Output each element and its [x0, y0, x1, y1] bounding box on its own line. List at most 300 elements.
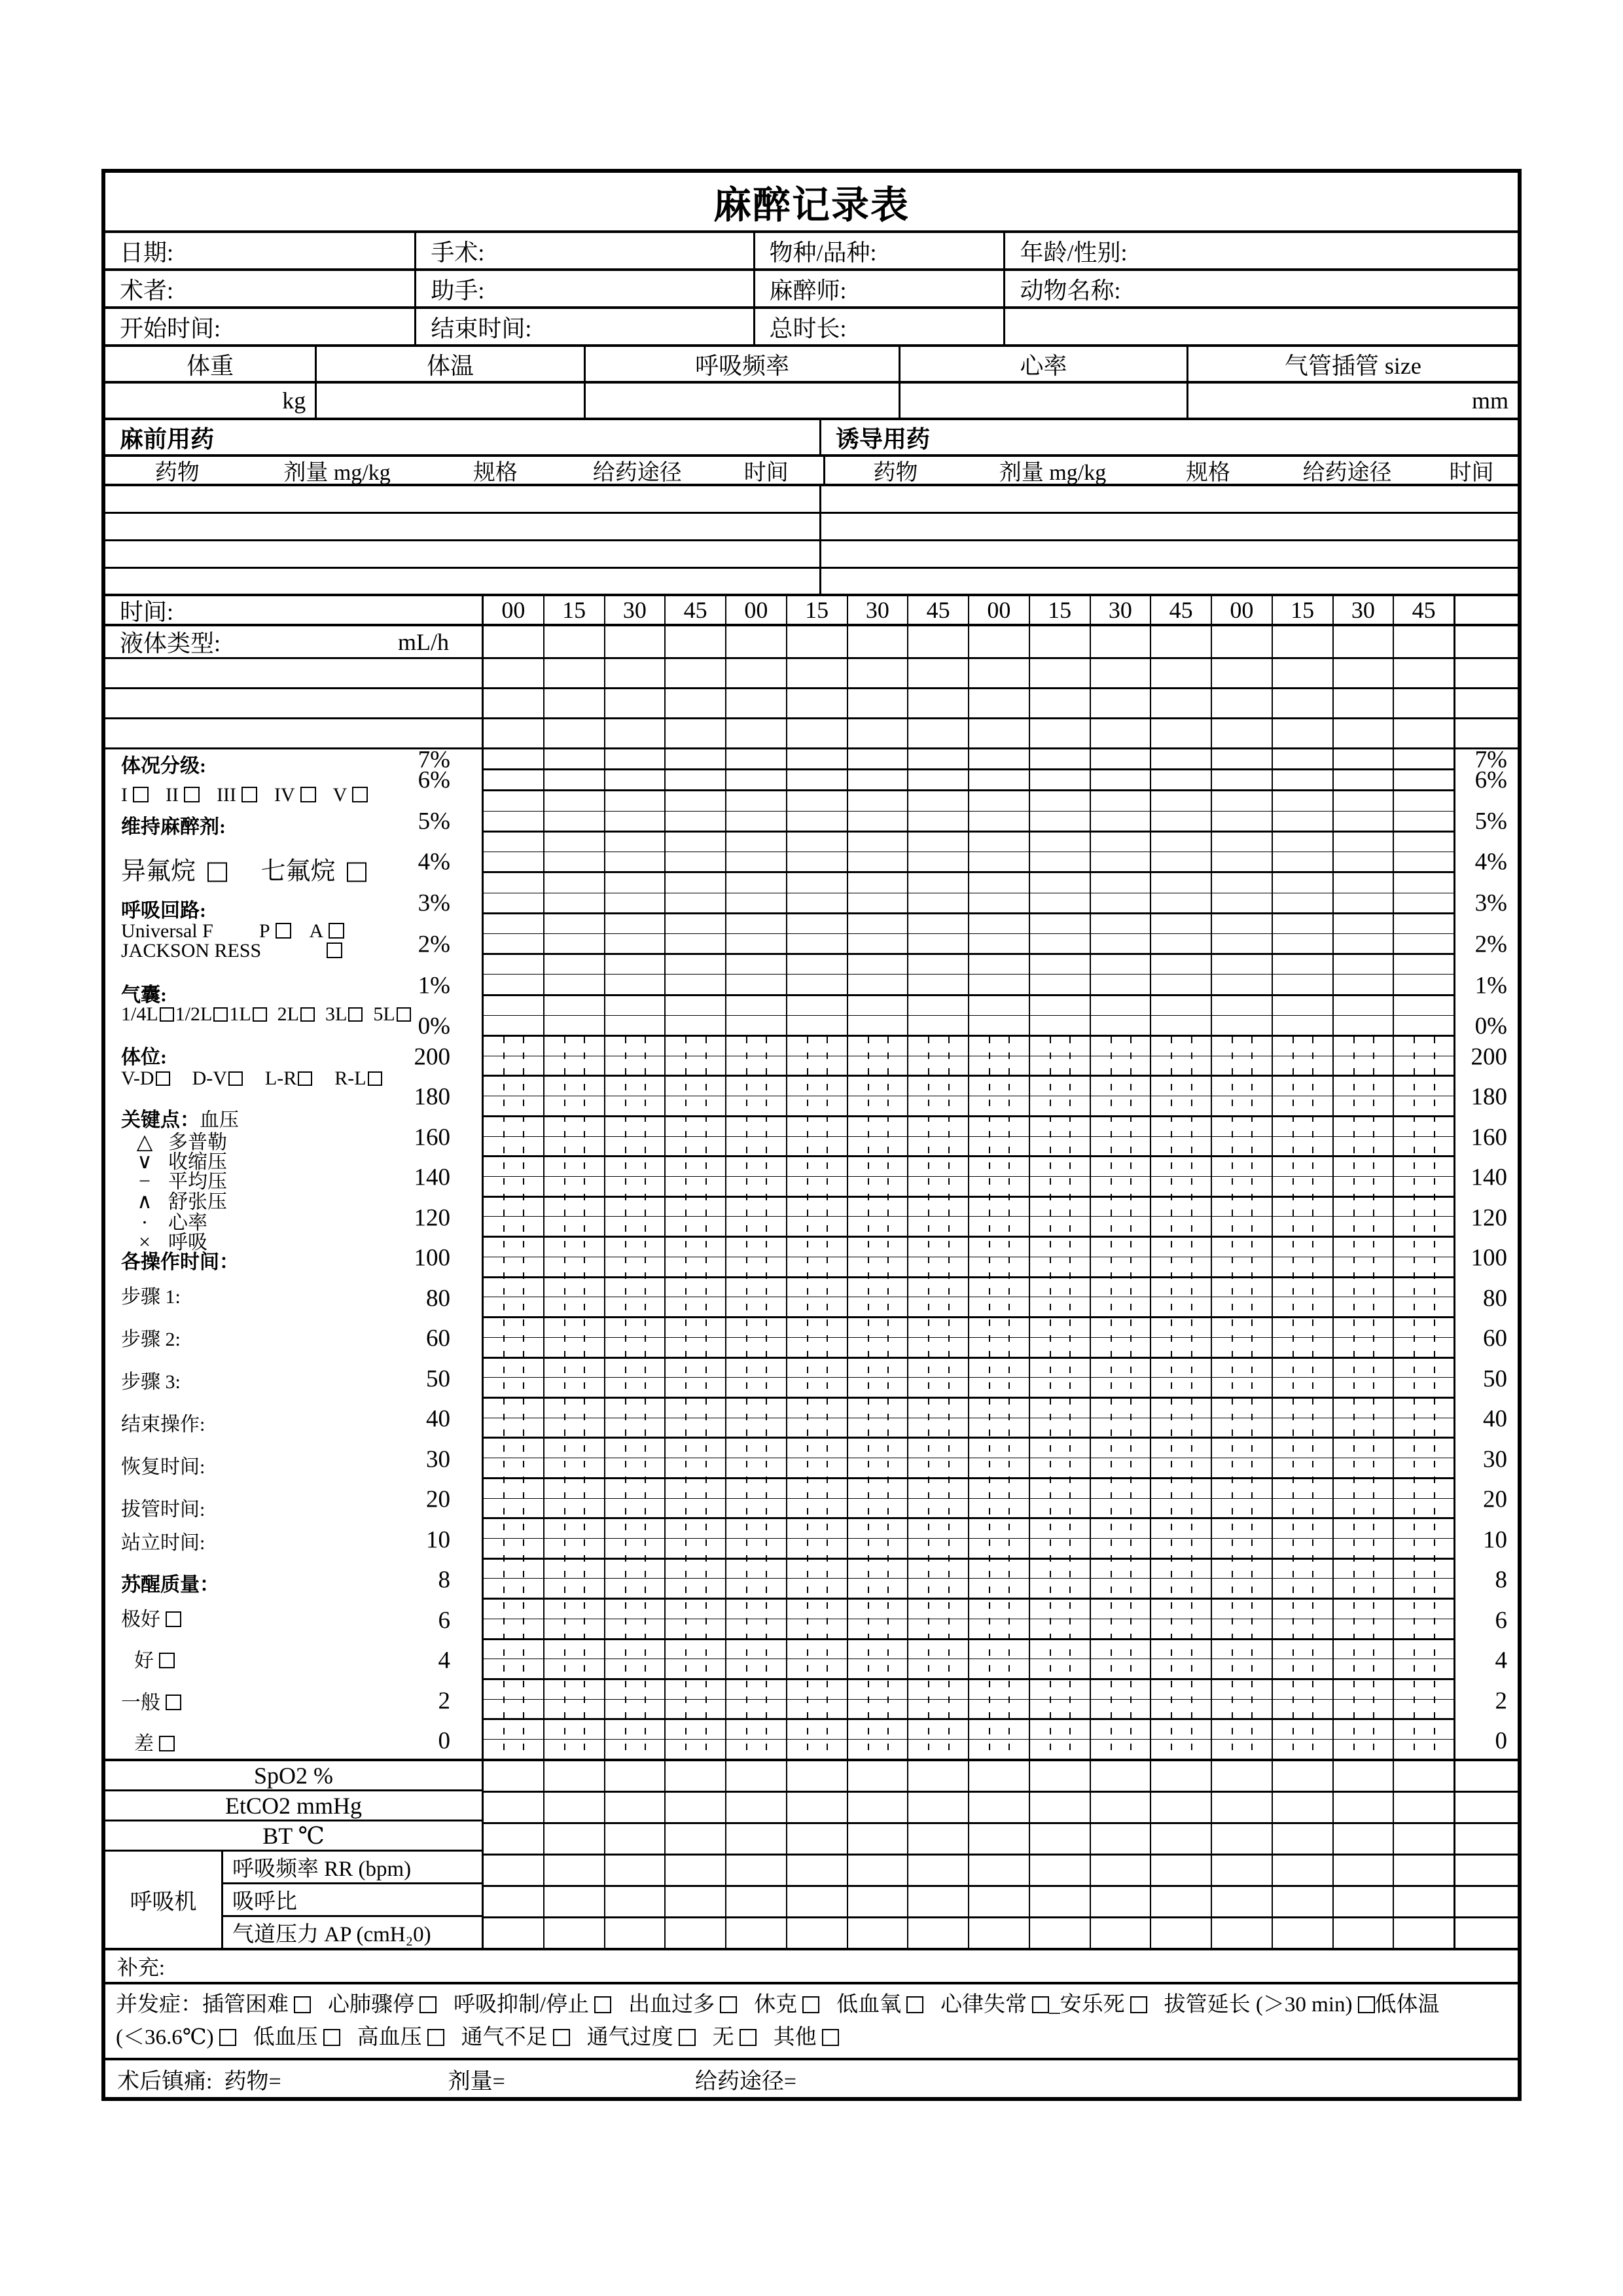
complication-item: 拔管延长 (＞30 min) — [1164, 1993, 1353, 2017]
monitor-right-cell — [1455, 1761, 1518, 1793]
monitor-cell — [1150, 1856, 1211, 1885]
monitor-cell — [543, 1761, 604, 1791]
vital-header-cell: 呼吸频率 — [584, 347, 899, 381]
chart-column — [847, 749, 908, 1759]
fluid-row — [105, 626, 1518, 659]
grid-cell — [604, 659, 665, 687]
monitor-cell — [907, 1761, 968, 1791]
grid-cell — [907, 626, 968, 657]
monitor-right-cell — [1455, 1887, 1518, 1918]
grid-cell — [1393, 719, 1454, 747]
grid-cell — [1090, 719, 1150, 747]
checkbox-icon[interactable] — [213, 1007, 228, 1022]
scale-label-left: 1% — [418, 972, 450, 999]
grid-cell — [1029, 659, 1090, 687]
grid-cell — [484, 626, 543, 657]
dashed-subdivision — [1232, 1037, 1233, 1759]
checkbox-icon[interactable] — [679, 2029, 696, 2046]
monitor-cell — [847, 1761, 908, 1791]
checkbox-icon[interactable] — [329, 923, 344, 939]
time-slot: 30 — [847, 596, 908, 624]
monitor-cell — [1332, 1761, 1393, 1791]
legend-title: 关键点：血压 — [121, 1109, 239, 1131]
time-slots — [484, 596, 1454, 624]
medication-entry-row — [105, 541, 1518, 569]
monitor-grid-row — [484, 1887, 1454, 1918]
blank-label — [105, 719, 484, 747]
monitor-cell — [484, 1918, 543, 1948]
scale-label-right: 160 — [1471, 1124, 1507, 1151]
info-cell: 结束时间: — [414, 309, 753, 344]
monitor-cell — [1272, 1761, 1332, 1791]
scale-label-right: 100 — [1471, 1244, 1507, 1272]
recovery-option: 极好 — [121, 1603, 181, 1632]
monitor-cell — [1029, 1824, 1090, 1854]
grid-cell — [968, 719, 1029, 747]
time-label: 时间: — [105, 596, 484, 624]
time-slot: 45 — [1393, 596, 1454, 624]
monitor-cell — [664, 1824, 725, 1854]
blank-extra-cell — [1454, 659, 1518, 687]
grid-cell — [907, 689, 968, 717]
checkbox-icon[interactable] — [184, 787, 200, 802]
chart-column — [968, 749, 1029, 1759]
scale-label-left: 10 — [426, 1526, 450, 1554]
dashed-subdivision — [584, 1037, 585, 1759]
recovery-option: 差 — [134, 1727, 175, 1756]
vital-unit-cell: kg — [282, 387, 306, 414]
asa-option: II — [166, 784, 200, 806]
monitor-cell — [1393, 1761, 1454, 1791]
med-col-header-half — [825, 457, 1525, 484]
scale-label-right: 0% — [1474, 1013, 1507, 1040]
maintenance-title: 维持麻醉剂: — [121, 816, 226, 838]
vital-unit-cell: mm — [1186, 384, 1518, 418]
monitor-cell — [604, 1887, 665, 1916]
checkbox-icon[interactable] — [720, 1996, 737, 2013]
complication-item: 插管困难 — [202, 1993, 289, 2017]
grid-cell — [1332, 659, 1393, 687]
asa-options — [121, 784, 385, 806]
med-col-label: 药物 — [154, 461, 200, 485]
scale-label-left: 160 — [414, 1124, 450, 1151]
legend-symbol: · — [141, 1210, 149, 1234]
grid-cell — [1272, 659, 1332, 687]
monitor-cell — [968, 1918, 1029, 1948]
grid-cell — [1150, 659, 1211, 687]
grid-cell — [968, 626, 1029, 657]
monitor-cell — [1029, 1887, 1090, 1916]
info-cell: 总时长: — [753, 309, 1004, 344]
grid-cell — [484, 659, 543, 687]
monitor-cell — [604, 1824, 665, 1854]
complications-line2 — [116, 2021, 1507, 2054]
scale-label-left: 60 — [426, 1325, 450, 1352]
monitor-cell — [1150, 1793, 1211, 1822]
scale-label-right: 120 — [1471, 1204, 1507, 1232]
optime-title: 各操作时间： — [121, 1251, 239, 1273]
scale-label-right: 3% — [1474, 889, 1507, 917]
blank-grid-row — [105, 719, 1518, 749]
scale-label-right: 8 — [1495, 1566, 1507, 1594]
grid-cell — [1090, 659, 1150, 687]
scale-label-left: 6 — [438, 1607, 450, 1634]
grid-cell — [1393, 659, 1454, 687]
monitor-cell — [484, 1824, 543, 1854]
fluid-cells — [484, 626, 1454, 657]
legend-item: × 呼吸 — [121, 1226, 207, 1255]
scale-label-right: 6% — [1474, 766, 1507, 794]
monitor-cell — [1272, 1918, 1332, 1948]
monitor-cell — [725, 1761, 786, 1791]
monitor-cell — [1150, 1887, 1211, 1916]
grid-cell — [1029, 626, 1090, 657]
time-slot: 15 — [543, 596, 604, 624]
anesthesia-chart — [105, 746, 1518, 1761]
checkbox-icon[interactable] — [419, 1996, 437, 2013]
grid-cell — [484, 689, 543, 717]
scale-label-left: 4% — [418, 848, 450, 876]
monitor-cell — [1211, 1824, 1272, 1854]
scale-label-right: 200 — [1471, 1043, 1507, 1071]
supplement-label: 补充: — [117, 1956, 165, 1979]
monitor-labels — [105, 1761, 484, 1948]
blank-grid-row — [105, 689, 1518, 719]
bag-option: 1L — [229, 1003, 266, 1025]
checkbox-icon[interactable] — [276, 923, 291, 939]
monitor-cell — [786, 1856, 847, 1885]
bag-option: 2L — [277, 1003, 315, 1025]
time-slot: 15 — [1029, 596, 1090, 624]
dashed-subdivision — [705, 1037, 707, 1759]
checkbox-icon[interactable] — [300, 1007, 315, 1022]
checkbox-icon[interactable] — [368, 1071, 382, 1086]
monitor-label-cell: EtCO2 mmHg — [105, 1791, 482, 1821]
complication-item: 低体温 — [1374, 1993, 1440, 2017]
checkbox-icon[interactable] — [133, 787, 149, 802]
grid-cell — [1332, 689, 1393, 717]
scale-label-right: 4% — [1474, 848, 1507, 876]
legend-item: − 平均压 — [121, 1165, 227, 1194]
complication-item: 低血氧 — [836, 1993, 902, 2017]
checkbox-icon[interactable] — [1358, 1996, 1375, 2013]
monitor-cell — [907, 1856, 968, 1885]
monitor-grid-row — [484, 1761, 1454, 1793]
checkbox-icon[interactable] — [207, 863, 227, 882]
dashed-subdivision — [1373, 1037, 1374, 1759]
info-cell: 助手: — [414, 271, 753, 306]
monitor-cell — [725, 1856, 786, 1885]
grid-cell — [1272, 689, 1332, 717]
scale-label-right: 50 — [1483, 1365, 1507, 1393]
grid-cell — [725, 719, 786, 747]
scale-label-right: 0 — [1495, 1727, 1507, 1755]
info-cell: 麻醉师: — [753, 271, 1004, 306]
optime-item: 恢复时间: — [121, 1456, 205, 1478]
legend-symbol: − — [138, 1169, 151, 1193]
grid-cell — [604, 626, 665, 657]
dashed-subdivision — [1293, 1037, 1294, 1759]
grid-cell — [1029, 689, 1090, 717]
monitor-cell — [1211, 1761, 1272, 1791]
medication-rows — [105, 486, 1518, 596]
dashed-subdivision — [1353, 1037, 1355, 1759]
dashed-subdivision — [1111, 1037, 1112, 1759]
monitor-cell — [786, 1887, 847, 1916]
grid-cell — [664, 719, 725, 747]
med-col-label: 药物 — [873, 461, 918, 485]
monitor-cell — [484, 1793, 543, 1822]
maintenance-option: 七氟烷 — [261, 858, 367, 886]
monitor-cell — [968, 1887, 1029, 1916]
dashed-subdivision — [807, 1037, 808, 1759]
legend-symbol: △ — [136, 1130, 153, 1153]
chart-column — [604, 749, 665, 1759]
complications-line1 — [116, 1988, 1507, 2021]
monitor-label-cell: BT ℃ — [105, 1821, 482, 1852]
scale-label-left: 180 — [414, 1083, 450, 1111]
monitor-cell — [1090, 1856, 1150, 1885]
monitor-right-cell — [1455, 1856, 1518, 1887]
checkbox-icon[interactable] — [160, 1007, 174, 1022]
monitor-cell — [1332, 1918, 1393, 1948]
grid-cell — [1332, 719, 1393, 747]
induction-entry-cell — [821, 514, 1518, 539]
monitor-cell — [604, 1856, 665, 1885]
blank-label — [105, 659, 484, 687]
position-option: R-L — [334, 1067, 382, 1089]
medication-entry-row — [105, 486, 1518, 514]
monitor-cell — [907, 1793, 968, 1822]
monitor-cell — [1332, 1793, 1393, 1822]
monitor-cell — [1393, 1918, 1454, 1948]
grid-cell — [664, 626, 725, 657]
scale-label-right: 1% — [1474, 972, 1507, 999]
checkbox-icon[interactable] — [228, 1071, 243, 1086]
vital-unit-cell — [315, 384, 584, 418]
grid-cell — [1211, 719, 1272, 747]
dashed-subdivision — [948, 1037, 950, 1759]
premed-title: 麻前用药 — [105, 420, 821, 454]
postop-drug-field: 药物= — [224, 2069, 281, 2094]
bag-option: 1/2L — [175, 1003, 228, 1025]
blank-label — [105, 689, 484, 717]
time-slot: 45 — [1150, 596, 1211, 624]
grid-cell — [543, 626, 604, 657]
checkbox-icon[interactable] — [166, 1695, 181, 1710]
scale-label-right: 80 — [1483, 1285, 1507, 1312]
checkbox-icon[interactable] — [327, 942, 342, 958]
checkbox-icon[interactable] — [166, 1611, 181, 1627]
monitor-cell — [604, 1918, 665, 1948]
dashed-subdivision — [928, 1037, 929, 1759]
monitor-cell — [725, 1887, 786, 1916]
chart-column — [725, 749, 786, 1759]
grid-cell — [484, 719, 543, 747]
legend-item: · 心率 — [121, 1206, 207, 1235]
monitor-cell — [786, 1918, 847, 1948]
time-slot: 15 — [786, 596, 847, 624]
chart-side-panel — [105, 746, 484, 1759]
asa-option: III — [217, 784, 257, 806]
grid-cell — [1211, 626, 1272, 657]
recovery-option: 一般 — [121, 1686, 181, 1715]
checkbox-icon[interactable] — [156, 1071, 170, 1086]
dashed-subdivision — [1008, 1037, 1010, 1759]
checkbox-icon[interactable] — [300, 787, 316, 802]
grid-cell — [543, 689, 604, 717]
monitor-cell — [847, 1793, 908, 1822]
scale-label-left: 0 — [438, 1727, 450, 1755]
chart-column — [786, 749, 847, 1759]
med-col-label: 剂量 mg/kg — [283, 461, 391, 485]
vital-header-cell: 气管插管 size — [1186, 347, 1518, 381]
complications-row — [105, 1984, 1518, 2060]
premed-entry-cell — [105, 569, 821, 594]
med-col-label: 规格 — [1186, 461, 1230, 485]
grid-cell — [1332, 626, 1393, 657]
recovery-title: 苏醒质量： — [121, 1574, 219, 1596]
blank-cells — [484, 689, 1454, 717]
checkbox-icon[interactable] — [906, 1996, 923, 2013]
grid-cell — [604, 689, 665, 717]
grid-cell — [907, 659, 968, 687]
form-title: 麻醉记录表 — [713, 184, 910, 226]
grid-cell — [1272, 719, 1332, 747]
checkbox-icon[interactable] — [594, 1996, 611, 2013]
ventilator-label: 呼吸机 — [105, 1852, 223, 1948]
checkbox-icon[interactable] — [553, 2029, 570, 2046]
scale-label-right: 5% — [1474, 808, 1507, 835]
checkbox-icon[interactable] — [1032, 1996, 1049, 2013]
checkbox-icon[interactable] — [352, 787, 368, 802]
premed-entry-cell — [105, 514, 821, 539]
checkbox-icon[interactable] — [822, 2029, 839, 2046]
monitor-cell — [543, 1856, 604, 1885]
info-cell: 日期: — [120, 239, 174, 266]
monitor-cell — [1393, 1856, 1454, 1885]
checkbox-icon[interactable] — [323, 2029, 340, 2046]
grid-cell — [725, 689, 786, 717]
dashed-subdivision — [1312, 1037, 1313, 1759]
monitor-cell — [1393, 1824, 1454, 1854]
monitor-right-cell — [1455, 1918, 1518, 1948]
checkbox-icon[interactable] — [427, 2029, 444, 2046]
checkbox-icon[interactable] — [294, 1996, 311, 2013]
med-col-label: 给药途径 — [1302, 461, 1392, 485]
scale-label-left: 30 — [426, 1446, 450, 1473]
asa-grade-title: 体况分级: — [121, 755, 206, 777]
scale-label-left: 100 — [414, 1244, 450, 1272]
complication-item: 休克 — [754, 1993, 798, 2017]
grid-cell — [1211, 659, 1272, 687]
checkbox-icon[interactable] — [159, 1653, 175, 1668]
scale-label-left: 140 — [414, 1164, 450, 1191]
ventilator-row-label: 呼吸频率 RR (bpm) — [223, 1852, 482, 1884]
checkbox-icon[interactable] — [159, 1736, 175, 1751]
optime-item: 拔管时间: — [121, 1499, 205, 1520]
dashed-subdivision — [1069, 1037, 1071, 1759]
scale-label-right: 140 — [1471, 1164, 1507, 1191]
dashed-subdivision — [746, 1037, 747, 1759]
circuit-jackson-rees: JACKSON RESS — [121, 940, 342, 962]
anesthesia-record-form — [101, 169, 1522, 2101]
induction-title: 诱导用药 — [835, 425, 930, 452]
scale-label-right: 40 — [1483, 1405, 1507, 1433]
monitor-cell — [1393, 1887, 1454, 1916]
circuit-title: 呼吸回路: — [121, 900, 206, 922]
vital-unit-cell — [584, 384, 899, 418]
grid-cell — [543, 659, 604, 687]
checkbox-icon[interactable] — [802, 1996, 819, 2013]
time-slot: 30 — [604, 596, 665, 624]
medication-column-header — [105, 457, 1518, 486]
monitor-cell — [484, 1887, 543, 1916]
dashed-subdivision — [523, 1037, 524, 1759]
chart-column — [1272, 749, 1332, 1759]
premed-entry-cell — [105, 486, 821, 512]
checkbox-icon[interactable] — [397, 1007, 411, 1022]
checkbox-icon[interactable] — [219, 2029, 236, 2046]
fluid-label — [105, 626, 484, 657]
grid-cell — [1150, 689, 1211, 717]
dashed-subdivision — [868, 1037, 869, 1759]
position-option: L-R — [265, 1067, 312, 1089]
monitor-cell — [543, 1887, 604, 1916]
info-cell: 年龄/性别: — [1003, 233, 1518, 268]
monitor-cell — [1090, 1761, 1150, 1791]
ventilator-row-label: 吸呼比 — [223, 1884, 482, 1917]
monitor-cell — [968, 1793, 1029, 1822]
med-col-header-half — [105, 457, 825, 484]
grid-cell — [604, 719, 665, 747]
time-slot: 00 — [725, 596, 786, 624]
monitor-cell — [968, 1824, 1029, 1854]
med-col-label: 给药途径 — [592, 461, 682, 485]
postop-route-field: 给药途径= — [694, 2069, 797, 2094]
grid-cell — [1150, 626, 1211, 657]
checkbox-icon[interactable] — [347, 863, 366, 882]
blank-cells — [484, 659, 1454, 687]
monitor-cell — [786, 1824, 847, 1854]
monitor-cell — [1150, 1824, 1211, 1854]
chart-column — [1393, 749, 1454, 1759]
scale-label-right: 60 — [1483, 1325, 1507, 1352]
scale-label-left: 120 — [414, 1204, 450, 1232]
checkbox-icon[interactable] — [253, 1007, 267, 1022]
grid-cell — [847, 689, 908, 717]
med-col-label: 规格 — [473, 461, 518, 485]
chart-column — [1211, 749, 1272, 1759]
checkbox-icon[interactable] — [241, 787, 257, 802]
bag-title: 气囊: — [121, 984, 167, 1006]
checkbox-icon[interactable] — [348, 1007, 363, 1022]
dashed-subdivision — [1050, 1037, 1051, 1759]
checkbox-icon[interactable] — [298, 1071, 312, 1086]
induction-entry-cell — [821, 569, 1518, 594]
monitor-cell — [968, 1761, 1029, 1791]
checkbox-icon[interactable] — [740, 2029, 757, 2046]
info-cell: 物种/品种: — [753, 233, 1004, 268]
monitor-cell — [847, 1856, 908, 1885]
scale-label-right: 4 — [1495, 1647, 1507, 1674]
monitor-cell — [786, 1793, 847, 1822]
fluid-type-label: 液体类型: — [120, 630, 221, 656]
monitor-cell — [1029, 1761, 1090, 1791]
monitor-cell — [1211, 1793, 1272, 1822]
monitor-cell — [543, 1793, 604, 1822]
checkbox-icon[interactable] — [1130, 1996, 1147, 2013]
